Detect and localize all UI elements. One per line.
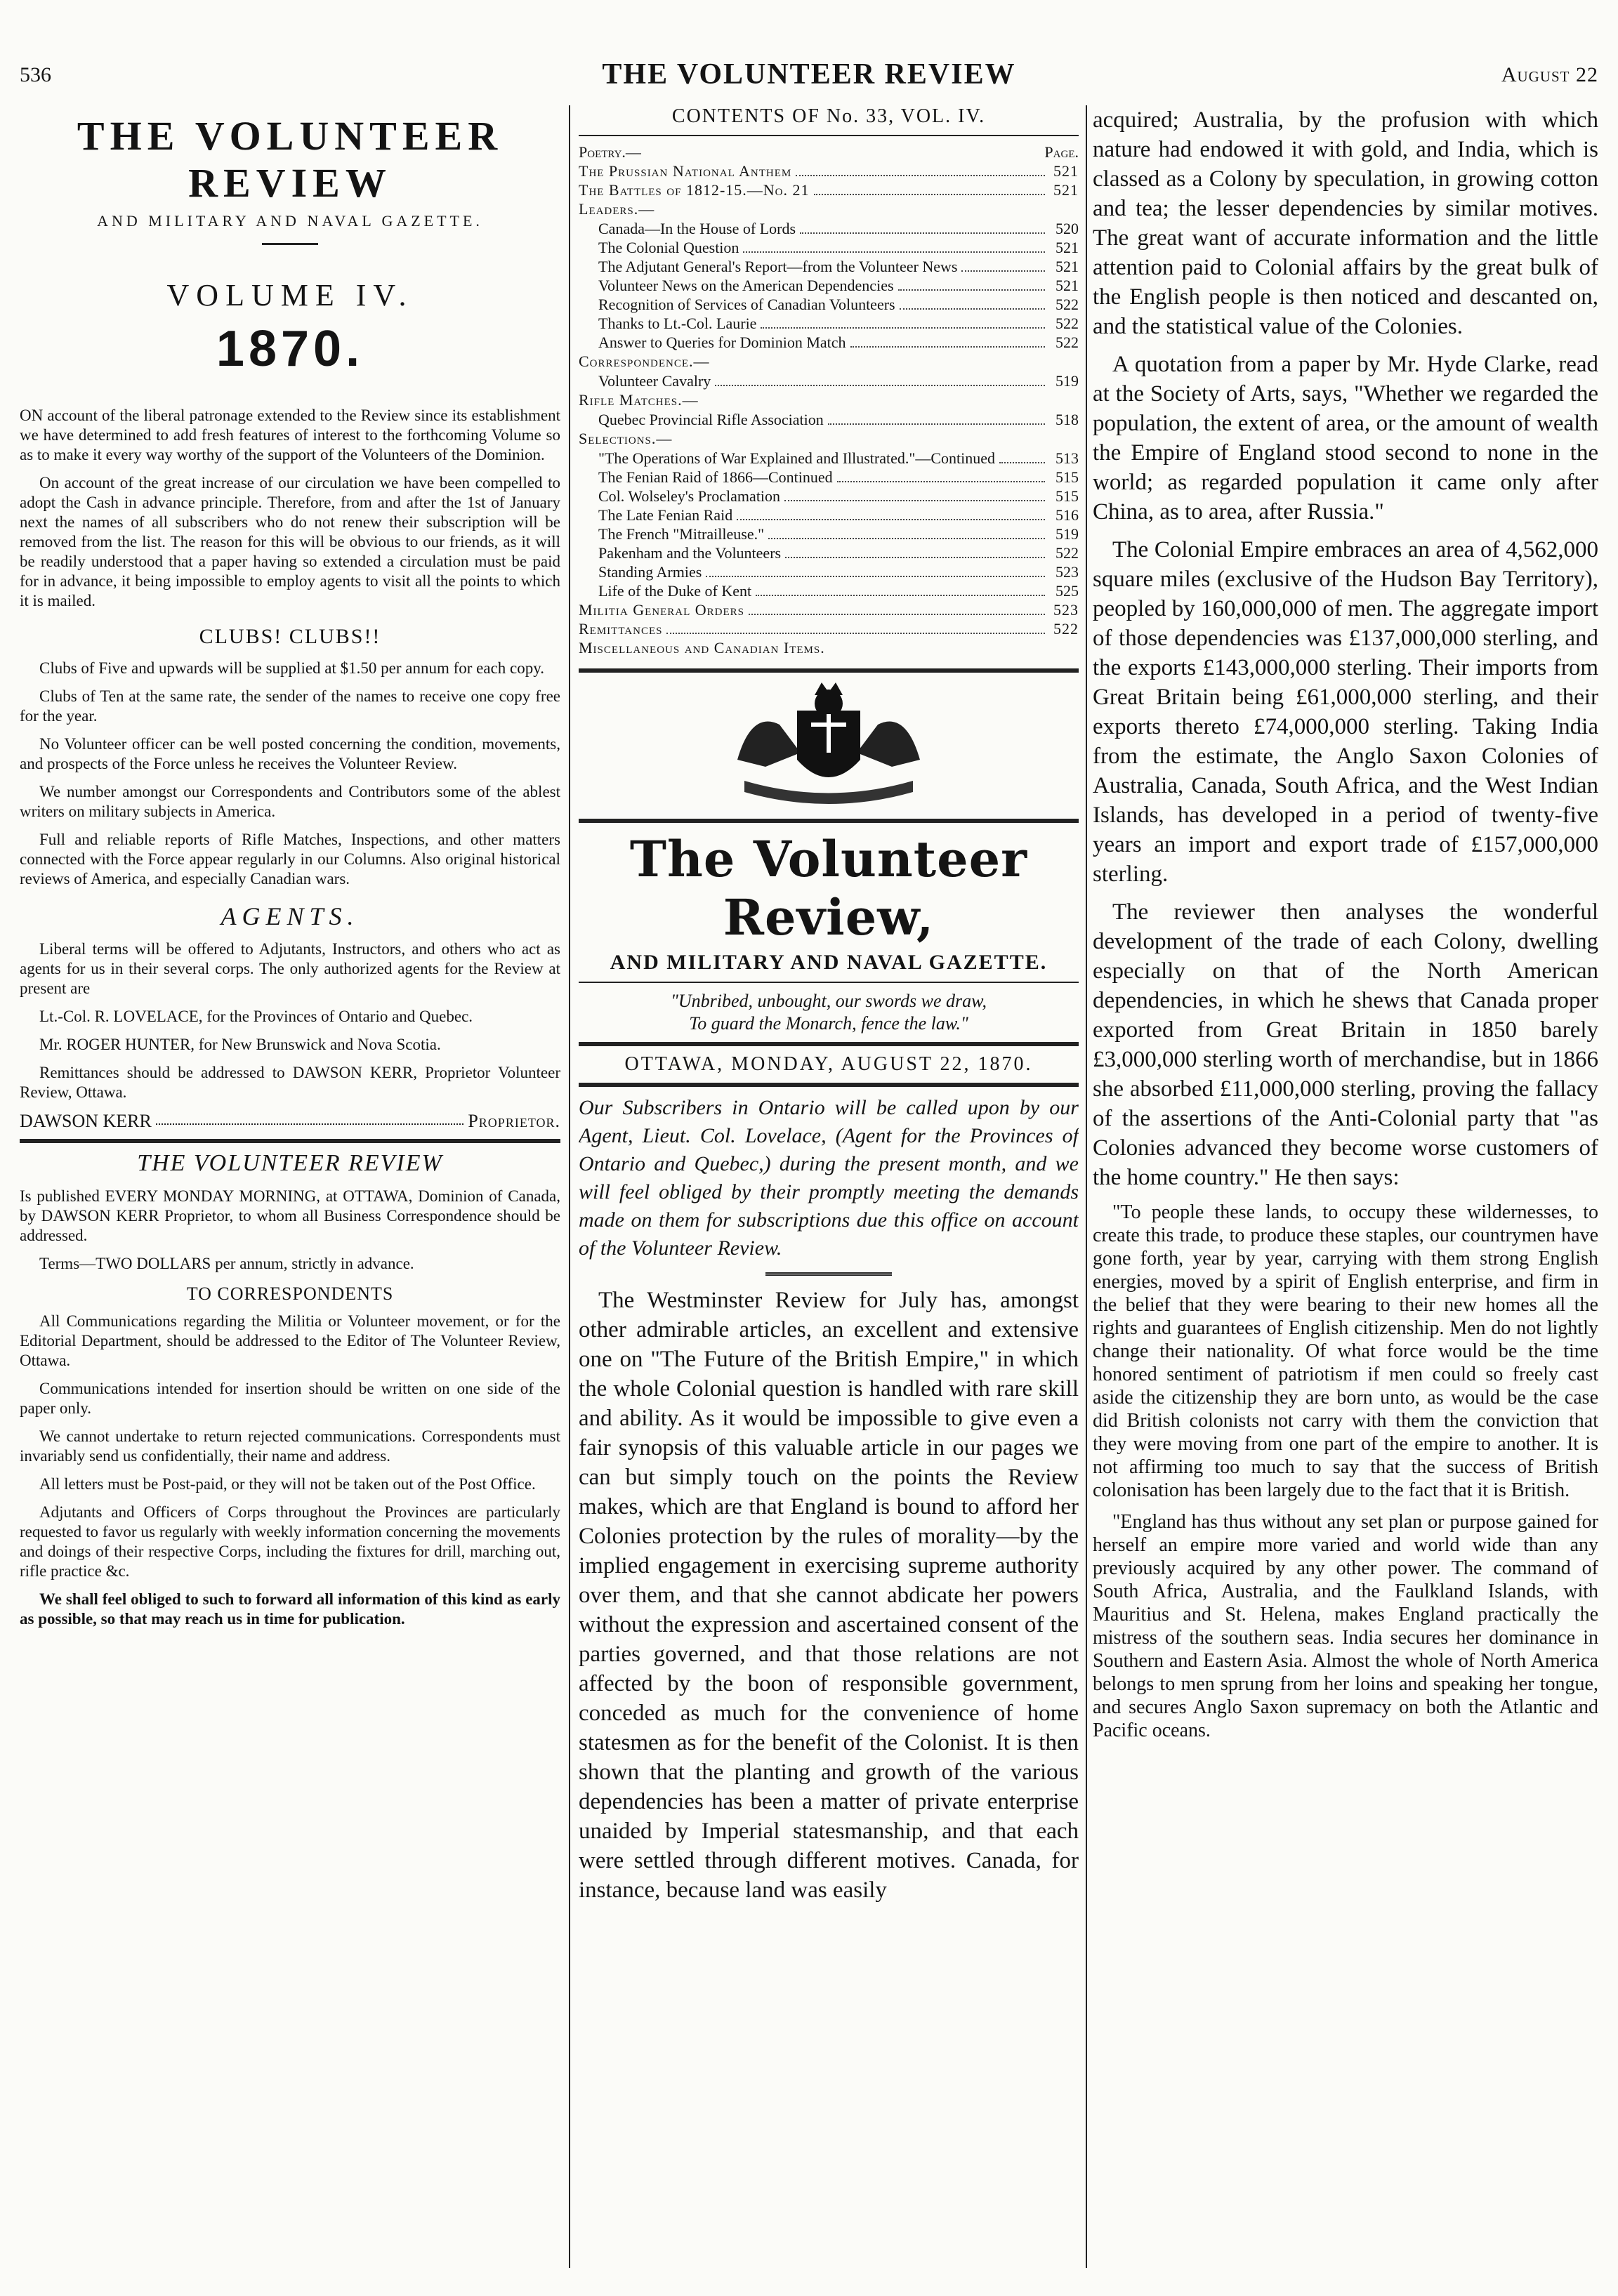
toc-entry-title: The French "Mitrailleuse."	[598, 525, 765, 543]
toc-entry-page: 520	[1055, 220, 1079, 237]
running-head	[20, 55, 1598, 97]
leader-dots	[715, 385, 1045, 386]
clubs-para: Clubs of Ten at the same rate, the sender of the names to receive one copy free for the year.	[20, 687, 560, 725]
clubs-para: We number amongst our Correspondents and Contributors some of the ablest writers on military subjects in America.	[20, 783, 560, 820]
vr-heading: THE VOLUNTEER REVIEW	[137, 1150, 443, 1176]
toc-entry-title: Pakenham and the Volunteers	[598, 544, 782, 562]
toc-entry-title: Col. Wolseley's Proclamation	[598, 487, 781, 505]
toc-entry-page: 521	[1055, 277, 1079, 294]
corr-para: Communications intended for insertion should be written on one side of the paper only.	[20, 1380, 560, 1417]
toc-entry-page: 521	[1053, 181, 1079, 199]
contents-header-row	[579, 143, 1079, 161]
toc-entry-page: 521	[1053, 162, 1079, 180]
toc-entry-page: 519	[1055, 372, 1079, 390]
toc-entry	[579, 600, 1079, 619]
toc-section-heading: Leaders.—	[579, 200, 655, 218]
toc-entry-title: Answer to Queries for Dominion Match	[598, 334, 846, 351]
corr-para: We shall feel obliged to such to forward all information of this kind as early as possible, so that may reach us in time for publication.	[20, 1590, 560, 1628]
leader-dots	[737, 519, 1045, 520]
article-para: A quotation from a paper by Mr. Hyde Clarke, read at the Society of Arts, says, "Whether we regarded the population, the extent of area, or the amount of wealth the Empire of England stood second to none in the world; as regarded population it came only after China, as to area, after Russia."	[1093, 352, 1598, 524]
toc-entry	[579, 219, 1079, 238]
toc-entry	[579, 295, 1079, 314]
leader-dots	[828, 423, 1045, 425]
leader-dots	[666, 633, 1045, 634]
toc-entry-page: 522	[1055, 315, 1079, 332]
toc-entry-page: 519	[1055, 525, 1079, 543]
divider	[579, 982, 1079, 983]
toc-entry	[579, 619, 1079, 638]
royal-arms-emblem	[723, 682, 934, 809]
article-body: The Westminster Review for July has, amongst other admirable articles, an excellent and extensive one on "The Future of the British Empire," in which the whole Colonial question is handled with rare skill and ability. As it would be impossible to give even a fair synopsis of this valuable article in our pages we can but simply touch on the points the Review makes, which are that England is bound to afford her Colonies protection by the rules of morality—by the implied engagement in exercising supreme authority over them, and that she cannot abdicate her powers without the expression and ascertained consent of the parties governed, and that those relations are not affected by the boon of responsible government, conceded as much for the convenience of home statesmen as for the benefit of the Colonist. It is then shown that the planting and growth of the various dependencies has been a matter of private enterprise unaided by Imperial statesmanship, and that each were settled through different motives. Canada, for instance, because land was easily	[579, 1288, 1079, 1903]
column-rule	[569, 105, 570, 2268]
toc-entry-title: The Fenian Raid of 1866—Continued	[598, 468, 833, 486]
agents-para: Liberal terms will be offered to Adjutants, Instructors, and others who act as agents for us in their several corps. The only authorized agents for the Review at present are	[20, 940, 560, 997]
page-number: 536	[20, 63, 51, 86]
table-of-contents	[579, 161, 1079, 657]
toc-entry-page: 521	[1055, 239, 1079, 256]
intro-para: On account of the great increase of our circulation we have been compelled to adopt the Cash in advance principle. Therefore, from and after the 1st of January next the names of all subscribers who do not renew their subscription will be removed from the list. The reason for this will be obvious to our friends, as it will be readily understood that a paper having so extended a circulation must be paid for in advance, it being impossible to employ agents to visit all the points to which it is mailed.	[20, 474, 560, 609]
leader-dots	[743, 251, 1045, 253]
motto-line: To guard the Monarch, fence the law."	[689, 1013, 968, 1034]
subscriber-notice: Our Subscribers in Ontario will be called upon by our Agent, Lieut. Col. Lovelace, (Agent for the Provinces of Ontario and Quebec,) during the present month, and we will feel obliged by their promptly meeting the demands made on them for subscriptions due this office on account of the Volunteer Review.	[579, 1096, 1079, 1260]
article-para: The reviewer then analyses the wonderful development of the trade of each Colony, dwelling especially on that of the North American dependencies, in which he shews that Canada proper exported from Great Britain in 1850 barely £3,000,000 sterling worth of merchandise, but in 1866 she absorbed £11,000,000 sterling, proving the fallacy of the assertions of the Anti-Colonial party that "as Colonies advanced they become worse customers of the home country." He then says:	[1093, 899, 1598, 1190]
vr-para: Is published EVERY MONDAY MORNING, at OTTAWA, Dominion of Canada, by DAWSON KERR Proprietor, to whom all Business Correspondence should be addressed.	[20, 1187, 560, 1244]
leader-dots	[850, 346, 1045, 348]
toc-entry-page: 513	[1055, 449, 1079, 467]
toc-entry-title: The Battles of 1812-15.—No. 21	[579, 181, 810, 199]
divider	[579, 135, 1079, 136]
toc-entry-page: 515	[1055, 487, 1079, 505]
toc-entry	[579, 524, 1079, 543]
toc-entry	[579, 333, 1079, 352]
toc-entry-page: 518	[1055, 411, 1079, 428]
column-left	[20, 105, 560, 2268]
toc-entry-page: 521	[1055, 258, 1079, 275]
block-quote: "To people these lands, to occupy these wildernesses, to create this trade, to produce these staples, our countrymen have gone forth, year by year, carrying with them strong English energies, moved by a spirit of English enterprise, and firm in the belief that they were bearing to their new homes all the rights and guarantees of English citizenship. Men do not lightly change their nationality. Of what force would be the time honored sentiment of patriotism if men could so freely cast aside the citizenship they are born unto, as would be the case did British colonists not carry with them the conviction that they were moving from one part of the empire to another. It is not affirming too much to say that the success of British colonisation has been largely due to the fact that it is British.	[1093, 1201, 1598, 1501]
clubs-para: Clubs of Five and upwards will be supplied at $1.50 per annum for each copy.	[39, 659, 545, 677]
clubs-para: No Volunteer officer can be well posted concerning the condition, movements, and prospects of the Force unless he receives the Volunteer Review.	[20, 735, 560, 772]
toc-entry-page: 523	[1055, 563, 1079, 581]
leader-dots	[999, 462, 1045, 463]
toc-entry	[579, 180, 1079, 199]
agents-para: Mr. ROGER HUNTER, for New Brunswick and Nova Scotia.	[39, 1036, 441, 1053]
toc-entry-page: 522	[1055, 296, 1079, 313]
volume-label: VOLUME IV.	[166, 278, 414, 312]
leader-dots	[898, 289, 1045, 291]
toc-entry-page: 522	[1055, 334, 1079, 351]
article-para: The Colonial Empire embraces an area of 4,562,000 square miles (exclusive of the Hudson Bay Territory), peopled by 160,000,000 of men. The aggregate import of those dependencies was £137,000,000 sterling, and the exports £143,000,000 sterling. Their imports from Great Britain being £61,000,000 sterling, and their exports thereto £74,000,000 sterling. Taking India from the estimate, the Anglo Saxon Colonies of Australia, Canada, South Africa, and the West Indian Islands, has developed in a period of twenty-five years an import and export trade of £157,000,000 sterling.	[1093, 537, 1598, 887]
toc-entry-title: Remittances	[579, 620, 663, 638]
leader-dots	[768, 538, 1045, 539]
block-quote: "England has thus without any set plan or purpose gained for herself an empire more varied and world wide than any previously acquired by any other power. The command of South Africa, Australia, and the Faulkland Islands, with Mauritius and St. Helena, makes England practically the mistress of the southern seas. India secures her dominance in Southern and Eastern Asia. Almost the whole of North America belongs to men sprung from her loins and speaking her tongue, and secures Anglo Saxon supremacy on both the Atlantic and Pacific oceans.	[1093, 1511, 1598, 1741]
toc-entry-title: The Colonial Question	[598, 239, 739, 256]
clubs-para: Full and reliable reports of Rifle Matches, Inspections, and other matters connected with the Force appear regularly in our Columns. Also original historical reviews of America, and especially Canadian wars.	[20, 831, 560, 888]
masthead-subtitle: AND MILITARY AND NAVAL GAZETTE.	[97, 212, 483, 230]
toc-entry	[579, 314, 1079, 333]
leader-dots	[961, 270, 1045, 272]
dateline: OTTAWA, MONDAY, AUGUST 22, 1870.	[624, 1053, 1033, 1075]
clubs-heading: CLUBS! CLUBS!!	[199, 625, 381, 648]
toc-entry	[579, 449, 1079, 468]
divider	[579, 819, 1079, 823]
toc-entry-page: 516	[1055, 506, 1079, 524]
proprietor-name: DAWSON KERR	[20, 1111, 152, 1131]
corr-para: All letters must be Post-paid, or they will not be taken out of the Post Office.	[39, 1475, 536, 1493]
divider	[765, 1272, 892, 1276]
toc-entry-title: "The Operations of War Explained and Illustrated."—Continued	[598, 449, 996, 467]
toc-section-heading: Correspondence.—	[579, 352, 710, 370]
column-middle	[579, 105, 1079, 2268]
toc-entry-page: 522	[1055, 544, 1079, 562]
divider	[20, 1139, 560, 1143]
article-para: acquired; Australia, by the profusion with which nature had endowed it with gold, and India, which is classed as a Colony by speculation, in growing cotton and tea; the lesser dependencies by similar motives. The great want of accurate information and the little attention paid to Colonial affairs by the great bulk of the English people is then noticed and descanted on, and the statistical value of the Colonies.	[1093, 107, 1598, 339]
masthead-title: THE VOLUNTEER REVIEW	[77, 113, 504, 206]
toc-entry-title: Recognition of Services of Canadian Volunteers	[598, 296, 895, 313]
divider	[579, 668, 1079, 673]
agents-para: Remittances should be addressed to DAWSON KERR, Proprietor Volunteer Review, Ottawa.	[20, 1064, 560, 1101]
toc-entry-title: Canada—In the House of Lords	[598, 220, 796, 237]
intro-para: ON account of the liberal patronage extended to the Review since its establishment we have determined to add fresh features of interest to the forthcoming Volume so as to make it every way worthy of the support of the Volunteers of the Dominion.	[20, 407, 560, 463]
agents-para: Lt.-Col. R. LOVELACE, for the Provinces of Ontario and Quebec.	[39, 1008, 473, 1025]
toc-entry	[579, 581, 1079, 600]
column-rule	[1086, 105, 1087, 2268]
toc-entry	[579, 506, 1079, 524]
toc-entry-title: Miscellaneous and Canadian Items.	[579, 639, 825, 657]
toc-entry-title: The Prussian National Anthem	[579, 162, 792, 180]
newspaper-title: The Volunteer Review,	[629, 830, 1028, 946]
vr-para: Terms—TWO DOLLARS per annum, strictly in advance.	[39, 1255, 414, 1272]
toc-entry	[579, 238, 1079, 257]
leader-dots	[814, 194, 1046, 195]
toc-entry-title: Militia General Orders	[579, 601, 744, 619]
correspondents-heading: TO CORRESPONDENTS	[186, 1284, 394, 1304]
leader-dots	[837, 481, 1045, 482]
motto-line: "Unbribed, unbought, our swords we draw,	[670, 991, 987, 1011]
toc-entry-title: Standing Armies	[598, 563, 702, 581]
corr-para: Adjutants and Officers of Corps throughout the Provinces are particularly requested to favor us regularly with weekly information concerning the movements and doings of their respective Corps, including the fixtures for drill, marching out, rifle practice &c.	[20, 1503, 560, 1580]
toc-entry-title: The Late Fenian Raid	[598, 506, 733, 524]
toc-entry-title: Life of the Duke of Kent	[598, 582, 752, 600]
toc-entry	[579, 257, 1079, 276]
toc-entry	[579, 638, 1079, 657]
leader-dots	[900, 308, 1045, 310]
toc-entry	[579, 161, 1079, 180]
running-date: August 22	[1501, 63, 1598, 86]
divider	[262, 243, 318, 245]
divider	[579, 1042, 1079, 1046]
toc-entry-page: 525	[1055, 582, 1079, 600]
divider	[579, 1083, 1079, 1087]
leader-dots	[785, 557, 1045, 558]
gazette-subtitle: AND MILITARY AND NAVAL GAZETTE.	[610, 951, 1048, 974]
leader-dots	[761, 327, 1045, 329]
toc-entry-title: The Adjutant General's Report—from the Volunteer News	[598, 258, 958, 275]
agents-heading: AGENTS.	[221, 902, 360, 930]
proprietor-line	[20, 1111, 560, 1132]
toc-entry	[579, 487, 1079, 506]
poetry-heading: Poetry.—	[579, 143, 641, 161]
toc-entry-title: Volunteer News on the American Dependencies	[598, 277, 894, 294]
toc-entry-page: 523	[1053, 601, 1079, 619]
toc-section-heading: Selections.—	[579, 430, 673, 447]
toc-entry	[579, 543, 1079, 562]
proprietor-label: Proprietor.	[468, 1111, 560, 1131]
toc-entry	[579, 371, 1079, 390]
leader-dots	[796, 175, 1045, 176]
toc-entry	[579, 562, 1079, 581]
leader-dots	[156, 1111, 463, 1125]
leader-dots	[756, 595, 1045, 596]
leader-dots	[800, 232, 1045, 234]
toc-entry	[579, 410, 1079, 429]
page-column-label: Page.	[1044, 143, 1079, 161]
toc-entry	[579, 468, 1079, 487]
toc-entry	[579, 276, 1079, 295]
leader-dots	[749, 614, 1045, 615]
leader-dots	[706, 576, 1045, 577]
toc-entry-page: 522	[1053, 620, 1079, 638]
year-label: 1870.	[216, 321, 364, 377]
toc-entry-page: 515	[1055, 468, 1079, 486]
corr-para: We cannot undertake to return rejected communications. Correspondents must invariably send us confidentially, their name and address.	[20, 1427, 560, 1465]
running-title: THE VOLUNTEER REVIEW	[602, 58, 1016, 91]
corr-para: All Communications regarding the Militia or Volunteer movement, or for the Editorial Department, should be addressed to the Editor of The Volunteer Review, Ottawa.	[20, 1312, 560, 1369]
toc-entry-title: Quebec Provincial Rifle Association	[598, 411, 824, 428]
column-right	[1093, 105, 1598, 2268]
toc-entry-title: Volunteer Cavalry	[598, 372, 711, 390]
leader-dots	[784, 500, 1045, 501]
contents-title: CONTENTS OF No. 33, VOL. IV.	[671, 105, 986, 127]
toc-section-heading: Rifle Matches.—	[579, 391, 699, 409]
toc-entry-title: Thanks to Lt.-Col. Laurie	[598, 315, 757, 332]
